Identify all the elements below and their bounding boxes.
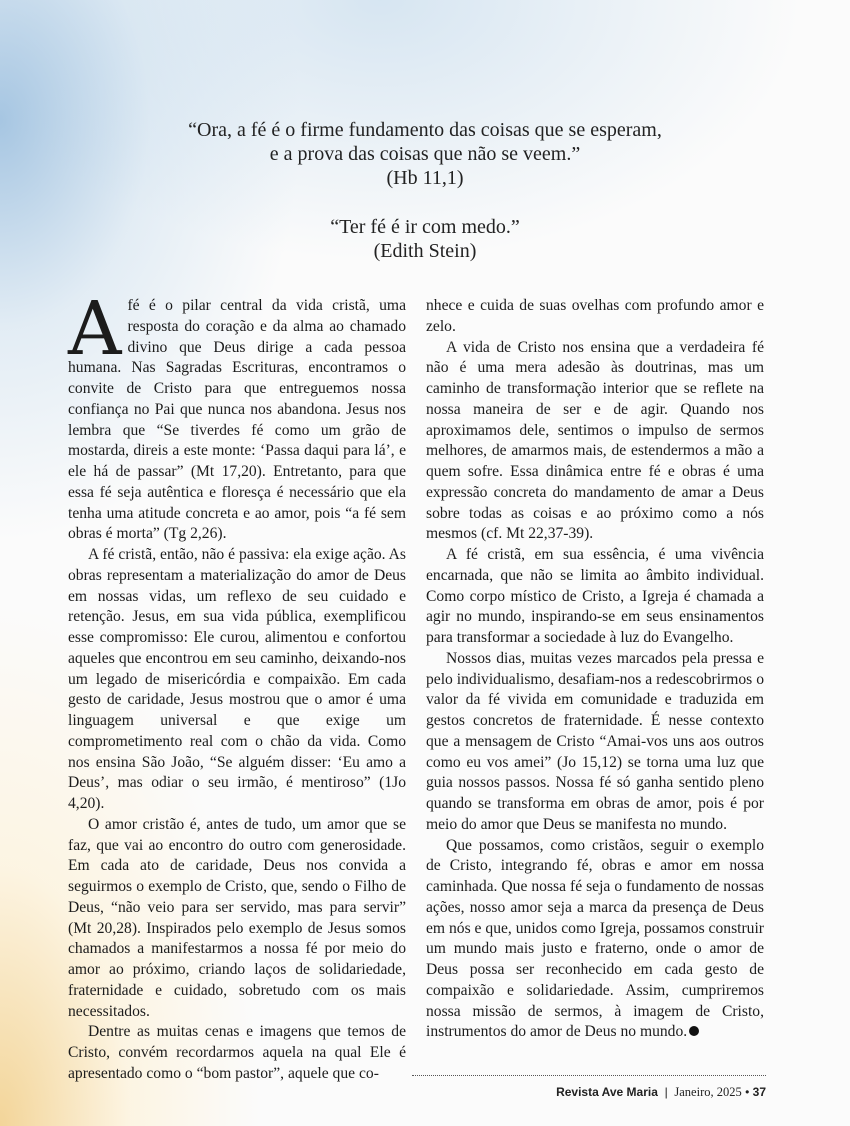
footer-dot: • — [745, 1085, 750, 1099]
magazine-name: Revista Ave Maria — [556, 1085, 658, 1099]
paragraph: nhece e cuida de suas ovelhas com profundo amor e zelo. — [426, 297, 764, 335]
page-footer — [556, 1085, 766, 1100]
epigraph-2-source: (Edith Stein) — [373, 240, 477, 262]
paragraph: Dentre as muitas cenas e imagens que temos de Cristo, convém recordarmos aquela na qual Ele é apresentado como o “bom pastor”, aquele que co- — [68, 1023, 406, 1082]
paragraph-last — [426, 836, 764, 1044]
paragraph-text: Que possamos, como cristãos, seguir o exemplo de Cristo, integrando fé, obras e amor em nossa caminhada. Que nossa fé seja o fundamento de nossas ações, nosso amor seja a marca da presença de Deus em nós e que, unidos como Igreja, possamos construir um mundo mais justo e fraterno, onde o amor de Deus possa ser reconhecido em cada gesto de compaixão e solidariedade. Assim, cumpriremos nossa missão de sermos, à imagem de Cristo, instrumentos do amor de Deus no mundo. — [426, 836, 764, 1041]
paragraph: A fé cristã, então, não é passiva: ela exige ação. As obras representam a materialização do amor de Deus em nossas vidas, um reflexo de seu cuidado e retenção. Jesus, em sua vida pública, exemplificou esse compromisso: Ele curou, alimentou e confortou aqueles que encontrou em seu caminho, deixando-nos um legado de misericórdia e compaixão. Em cada gesto de caridade, Jesus mostrou que o amor é uma linguagem universal e que exige um comprometimento real com o chão da vida. Como nos ensina São João, “Se alguém disser: ‘Eu amo a Deus’, mas odiar o seu irmão, é mentiroso” (1Jo 4,20). — [68, 546, 406, 812]
issue-date: Janeiro, 2025 — [674, 1085, 742, 1099]
paragraph: A fé cristã, em sua essência, é uma vivência encarnada, que não se limita ao âmbito individual. Como corpo místico de Cristo, a Igreja é chamada a agir no mundo, inspirando-se em seus ensinamentos para transformar a sociedade à luz do Evangelho. — [426, 546, 764, 646]
paragraph: A vida de Cristo nos ensina que a verdadeira fé não é uma mera adesão às doutrinas, mas um caminho de transformação interior que se reflete na nossa maneira de ser e de agir. Quando nos aproximamos dele, sentimos o impulso de sermos melhores, de amarmos mais, de estendermos a mão a quem sofre. Essa dinâmica entre fé e obras é uma expressão concreta do mandamento de amar a Deus sobre todas as coisas e ao próximo como a nós mesmos (cf. Mt 22,37-39). — [426, 338, 764, 543]
end-mark-icon — [689, 1026, 699, 1036]
footer-separator: | — [664, 1085, 668, 1099]
article-column-right — [426, 296, 764, 1043]
paragraph: O amor cristão é, antes de tudo, um amor que se faz, que vai ao encontro do outro com generosidade. Em cada ato de caridade, Deus nos convida a seguirmos o exemplo de Cristo, que, sendo o Filho de Deus, “não veio para ser servido, mas para servir” (Mt 20,28). Inspirados pelo exemplo de Jesus somos chamados a manifestarmos a nossa fé por meio do amor ao próximo, criando laços de solidariedade, fraternidade e cuidado, sobretudo com os mais necessitados. — [68, 815, 406, 1020]
paragraph-text: fé é o pilar central da vida cristã, uma resposta do coração e da alma ao chamado divino que Deus dirige a cada pessoa humana. Nas Sagradas Escrituras, encontramos o convite de Cristo para que entreguemos nossa confiança no Pai que nunca nos abandona. Jesus nos lembra que “Se tiverdes fé como um grão de mostarda, direis a este monte: ‘Passa daqui para lá’, e ele há de passar” (Mt 17,20). Entretanto, para que essa fé seja autêntica e floresça é necessário que ela tenha uma atitude concreta e ao amor, pois “a fé sem obras é morta” (Tg 2,26). — [68, 297, 406, 543]
epigraph-2-text: “Ter fé é ir com medo.” — [330, 216, 520, 238]
epigraphs — [0, 118, 850, 263]
epigraph-1-line-1: “Ora, a fé é o firme fundamento das coisas que se esperam, — [188, 119, 662, 141]
epigraph-1-source: (Hb 11,1) — [386, 167, 464, 189]
epigraph-1-line-2: e a prova das coisas que não se veem.” — [269, 143, 581, 165]
drop-cap: A — [68, 286, 122, 372]
paragraph — [68, 286, 406, 545]
page-number: 37 — [752, 1085, 766, 1099]
footer-divider — [412, 1075, 766, 1076]
article-column-left — [68, 286, 406, 1085]
paragraph: Nossos dias, muitas vezes marcados pela pressa e pelo individualismo, desafiam-nos a redescobrirmos o valor da fé vivida em comunidade e traduzida em gestos concretos de fraternidade. É nesse contexto que a mensagem de Cristo “Amai-vos uns aos outros como eu vos amei” (Jo 15,12) se torna uma luz que guia nossos passos. Nossa fé só ganha sentido pleno quando se transforma em obras de amor, pois é por meio do amor que Deus se manifesta no mundo. — [426, 649, 764, 833]
